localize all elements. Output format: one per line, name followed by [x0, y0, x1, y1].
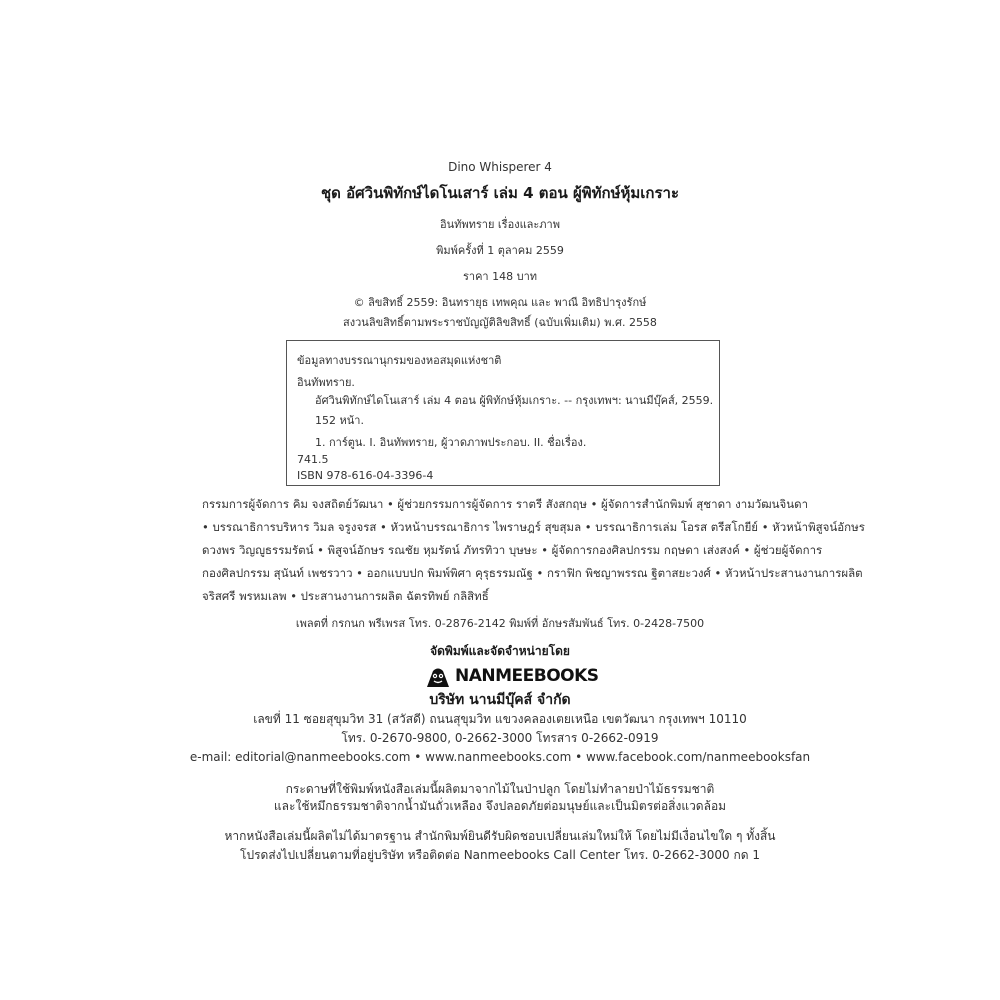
eco-notice-line: กระดาษที่ใช้พิมพ์หนังสือเล่มนี้ผลิตมาจากไม้ในป่าปลูก โดยไม่ทำลายป่าไม้ธรรมชาติ: [285, 782, 715, 796]
price-line: ราคา 148 บาท: [462, 270, 538, 283]
book-title: ชุด อัศวินพิทักษ์ไดโนเสาร์ เล่ม 4 ตอน ผู้พิทักษ์หุ้มเกราะ: [320, 184, 680, 202]
logo-wordmark: NANMEEBOOKS: [455, 666, 599, 686]
distributed-by: จัดพิมพ์และจัดจำหน่ายโดย: [430, 644, 570, 658]
cip-author: อินทัพทราย.: [297, 376, 355, 389]
company-contacts: e-mail: editorial@nanmeebooks.com • www.nanmeebooks.com • www.facebook.com/nanmeebooksfan: [189, 750, 811, 764]
defect-notice-line: โปรดส่งไปเปลี่ยนตามที่อยู่บริษัท หรือติดต่อ Nanmeebooks Call Center โทร. 0-2662-3000 กด 1: [240, 848, 760, 862]
credits-line: • บรรณาธิการบริหาร วิมล จรูงจรส • หัวหน้าบรรณาธิการ ไพราษฎร์ สุขสุมล • บรรณาธิการเล่ม โอรส ตรีสโกยีย์ • หัวหน้าพิสูจน์อักษร: [202, 520, 865, 534]
credits-line: จริสศรี พรหมเลพ • ประสานงานการผลิต ฉัตรทิพย์ กลิสิทธิ์: [202, 589, 489, 603]
credits-line: ดวงพร วิญญูธรรมรัตน์ • พิสูจน์อักษร รณชัย หุมรัตน์ ภัทรทิวา บุษษะ • ผู้จัดการกองศิลปกรรม กฤษดา เส่งสงค์ • ผู้ช่วยผู้จัดการ: [202, 543, 823, 557]
defect-notice-line: หากหนังสือเล่มนี้ผลิตไม่ได้มาตรฐาน สำนักพิมพ์ยินดีรับผิดชอบเปลี่ยนเล่มใหม่ให้ โดยไม่มีเงื่อนไขใด ๆ ทั้งสิ้น: [224, 829, 776, 843]
cip-box: [286, 340, 720, 486]
nanmeebooks-logo: [425, 665, 599, 689]
credits-line: กองศิลปกรรม สุนันท์ เพชรวาว • ออกแบบปก พิมพ์พิศา คุรุธรรมณัฐ • กราฟิก พิชญาพรรณ ฐิตาสยะวงศ์ • หัวหน้าประสานงานการผลิต: [202, 566, 863, 580]
rights-line: สงวนลิขสิทธิ์ตามพระราชบัญญัติลิขสิทธิ์ (ฉบับเพิ่มเติม) พ.ศ. 2558: [343, 316, 657, 329]
plate-print-line: เพลตที่ กรกนก พรีเพรส โทร. 0-2876-2142 พิมพ์ที่ อักษรสัมพันธ์ โทร. 0-2428-7500: [295, 617, 705, 630]
company-name: บริษัท นานมีบุ๊คส์ จำกัด: [429, 692, 571, 708]
cip-pages: 152 หน้า.: [315, 414, 364, 427]
copyright-line: © ลิขสิทธิ์ 2559: อินทรายุธ เทพคุณ และ พาณี อิทธิปารุงรักษ์: [353, 296, 647, 309]
cip-isbn: ISBN 978-616-04-3396-4: [297, 469, 434, 482]
mascot-icon: [425, 665, 451, 689]
credits-line: กรรมการผู้จัดการ คิม จงสถิตย์วัฒนา • ผู้ช่วยกรรมการผู้จัดการ ราตรี สังสกฤษ • ผู้จัดการสำนักพิมพ์ สุชาดา งามวัฒนจินดา: [202, 497, 809, 511]
cip-title: อัศวินพิทักษ์ไดโนเสาร์ เล่ม 4 ตอน ผู้พิทักษ์หุ้มเกราะ. -- กรุงเทพฯ: นานมีบุ๊คส์, 2559.: [315, 394, 714, 407]
author-line: อินทัพทราย เรื่องและภาพ: [440, 218, 560, 231]
company-address: เลขที่ 11 ซอยสุขุมวิท 31 (สวัสดี) ถนนสุขุมวิท แขวงคลองเตยเหนือ เขตวัฒนา กรุงเทพฯ 10110: [253, 712, 747, 726]
eco-notice-line: และใช้หมึกธรรมชาติจากน้ำมันถั่วเหลือง จึงปลอดภัยต่อมนุษย์และเป็นมิตรต่อสิ่งแวดล้อม: [273, 799, 727, 813]
edition-line: พิมพ์ครั้งที่ 1 ตุลาคม 2559: [436, 244, 564, 257]
cip-subjects: 1. การ์ตูน. I. อินทัพทราย, ผู้วาดภาพประกอบ. II. ชื่อเรื่อง.: [315, 436, 587, 449]
cip-classification: 741.5: [297, 453, 329, 466]
series-title: Dino Whisperer 4: [448, 160, 552, 174]
company-phones: โทร. 0-2670-9800, 0-2662-3000 โทรสาร 0-2662-0919: [341, 731, 659, 745]
cip-heading: ข้อมูลทางบรรณานุกรมของหอสมุดแห่งชาติ: [297, 354, 502, 367]
